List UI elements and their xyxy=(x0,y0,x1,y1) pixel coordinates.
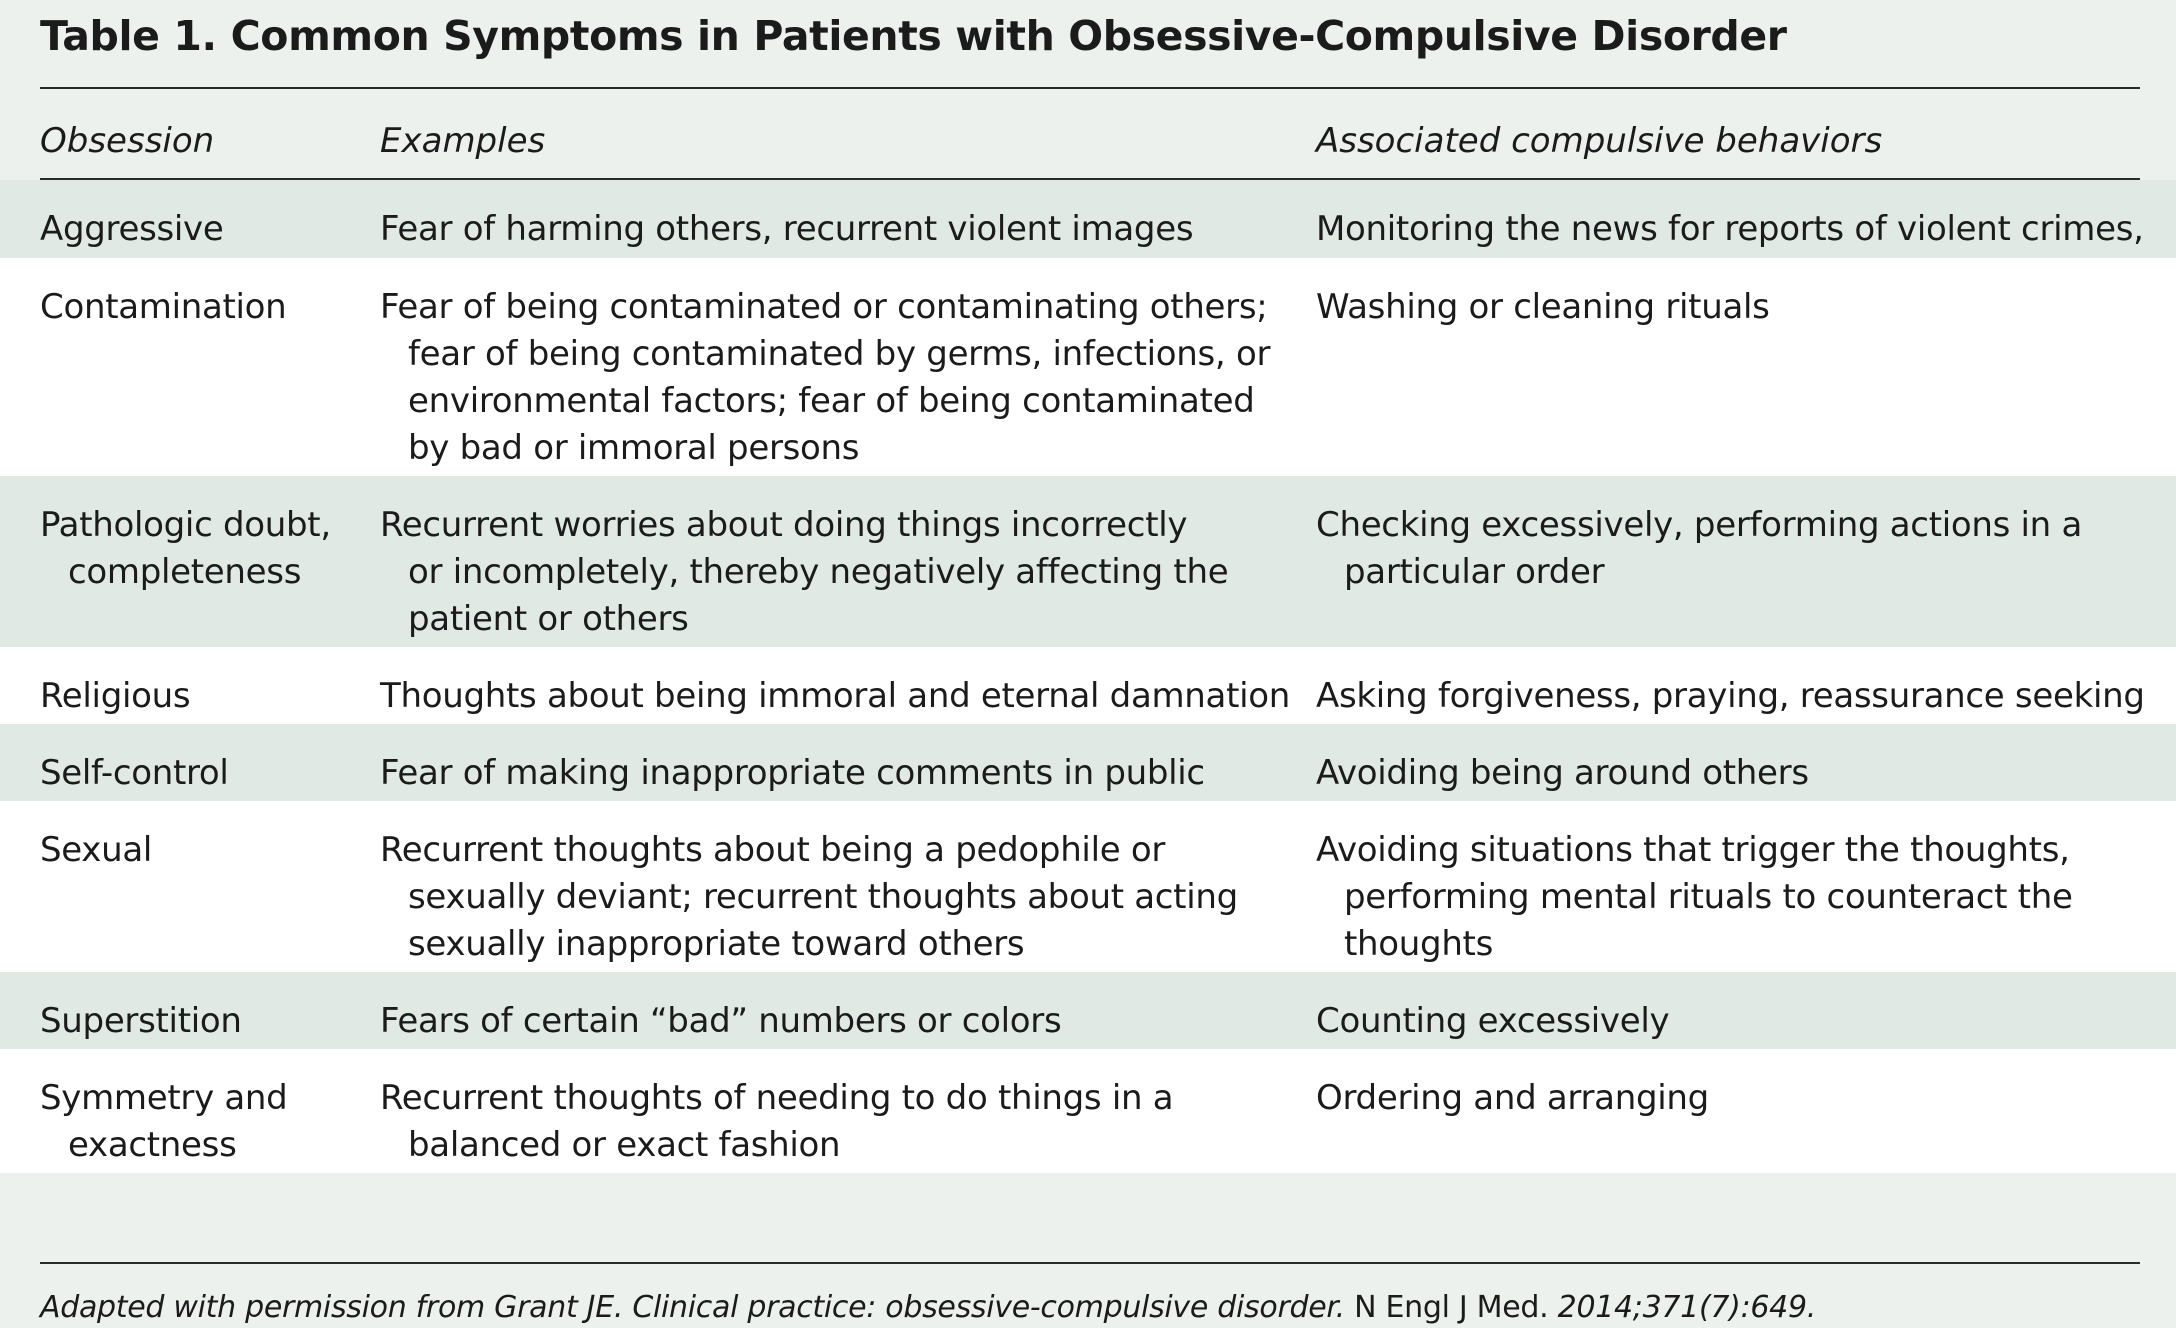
cell-line: Recurrent worries about doing things incorrectly xyxy=(380,505,1188,545)
cell-line: patient or others xyxy=(408,599,689,639)
table-title: Table 1. Common Symptoms in Patients with Obsessive-Compulsive Disorder xyxy=(40,12,1787,60)
cell-line: particular order xyxy=(1344,552,1605,592)
cell-line: Washing or cleaning rituals xyxy=(1316,287,1770,327)
obsession-cell xyxy=(40,998,360,1045)
table-row xyxy=(0,724,2176,801)
cell-line: sexually inappropriate toward others xyxy=(408,924,1025,964)
header-behaviors: Associated compulsive behaviors xyxy=(1316,121,1883,161)
examples-cell xyxy=(380,998,1280,1045)
behaviors-cell xyxy=(1316,750,2156,797)
cell-line: or incompletely, thereby negatively affecting the xyxy=(408,552,1229,592)
cell-line: Religious xyxy=(40,676,191,716)
cell-line: Symmetry and xyxy=(40,1078,288,1118)
behaviors-cell xyxy=(1316,827,2156,968)
behaviors-cell xyxy=(1316,1075,2156,1122)
cell-line: performing mental rituals to counteract the xyxy=(1344,877,2073,917)
examples-cell xyxy=(380,750,1280,797)
top-rule xyxy=(40,87,2140,89)
examples-cell xyxy=(380,206,1280,253)
cell-line: Counting excessively xyxy=(1316,1001,1670,1041)
cell-line: by bad or immoral persons xyxy=(408,428,860,468)
bottom-rule xyxy=(40,1262,2140,1264)
behaviors-cell xyxy=(1316,284,2156,331)
cell-line: Aggressive xyxy=(40,209,224,249)
cell-line: Recurrent thoughts about being a pedophile or xyxy=(380,830,1166,870)
footnote-volume: 2014;371(7):649. xyxy=(1557,1290,1816,1325)
cell-line: Asking forgiveness, praying, reassurance seeking xyxy=(1316,676,2145,716)
cell-line: exactness xyxy=(68,1125,237,1165)
cell-line: Self-control xyxy=(40,753,229,793)
footnote-journal: N Engl J Med. xyxy=(1344,1290,1558,1325)
table-row xyxy=(0,972,2176,1049)
cell-line: environmental factors; fear of being contaminated xyxy=(408,381,1255,421)
cell-line: Checking excessively, performing actions in a xyxy=(1316,505,2082,545)
obsession-cell xyxy=(40,502,360,596)
behaviors-cell xyxy=(1316,673,2156,720)
obsession-cell xyxy=(40,284,360,331)
cell-line: Fear of harming others, recurrent violent images xyxy=(380,209,1194,249)
cell-line: completeness xyxy=(68,552,302,592)
header-examples: Examples xyxy=(380,121,546,161)
obsession-cell xyxy=(40,750,360,797)
obsession-cell xyxy=(40,827,360,874)
behaviors-cell xyxy=(1316,998,2156,1045)
footnote-citation: Adapted with permission from Grant JE. Clinical practice: obsessive-compulsive disorder. xyxy=(40,1290,1345,1325)
table-row xyxy=(0,801,2176,972)
cell-line: Avoiding being around others xyxy=(1316,753,1809,793)
cell-line: Superstition xyxy=(40,1001,242,1041)
table-row xyxy=(0,1049,2176,1173)
cell-line: Recurrent thoughts of needing to do things in a xyxy=(380,1078,1174,1118)
cell-line: Fears of certain “bad” numbers or colors xyxy=(380,1001,1062,1041)
table-body xyxy=(0,180,2176,1173)
cell-line: Avoiding situations that trigger the thoughts, xyxy=(1316,830,2070,870)
obsession-cell xyxy=(40,206,360,253)
cell-line: Thoughts about being immoral and eternal damnation xyxy=(380,676,1291,716)
examples-cell xyxy=(380,827,1280,968)
cell-line: Contamination xyxy=(40,287,287,327)
header-obsession: Obsession xyxy=(40,121,215,161)
footnote xyxy=(40,1288,1816,1328)
cell-line: thoughts xyxy=(1344,924,1494,964)
table-row xyxy=(0,647,2176,724)
cell-line: Fear of being contaminated or contaminating others; xyxy=(380,287,1268,327)
table-row xyxy=(0,180,2176,258)
cell-line: balanced or exact fashion xyxy=(408,1125,841,1165)
cell-line: Monitoring the news for reports of violent crimes, xyxy=(1316,209,2144,249)
examples-cell xyxy=(380,284,1280,472)
cell-line: sexually deviant; recurrent thoughts about acting xyxy=(408,877,1238,917)
obsession-cell xyxy=(40,1075,360,1169)
table-header xyxy=(40,116,2140,166)
cell-line: Pathologic doubt, xyxy=(40,505,331,545)
examples-cell xyxy=(380,502,1280,643)
cell-line: Ordering and arranging xyxy=(1316,1078,1709,1118)
examples-cell xyxy=(380,1075,1280,1169)
cell-line: Sexual xyxy=(40,830,153,870)
table-row xyxy=(0,258,2176,476)
table-row xyxy=(0,476,2176,647)
cell-line: fear of being contaminated by germs, infections, or xyxy=(408,334,1271,374)
examples-cell xyxy=(380,673,1291,720)
behaviors-cell xyxy=(1316,502,2156,596)
obsession-cell xyxy=(40,673,360,720)
cell-line: Fear of making inappropriate comments in public xyxy=(380,753,1205,793)
